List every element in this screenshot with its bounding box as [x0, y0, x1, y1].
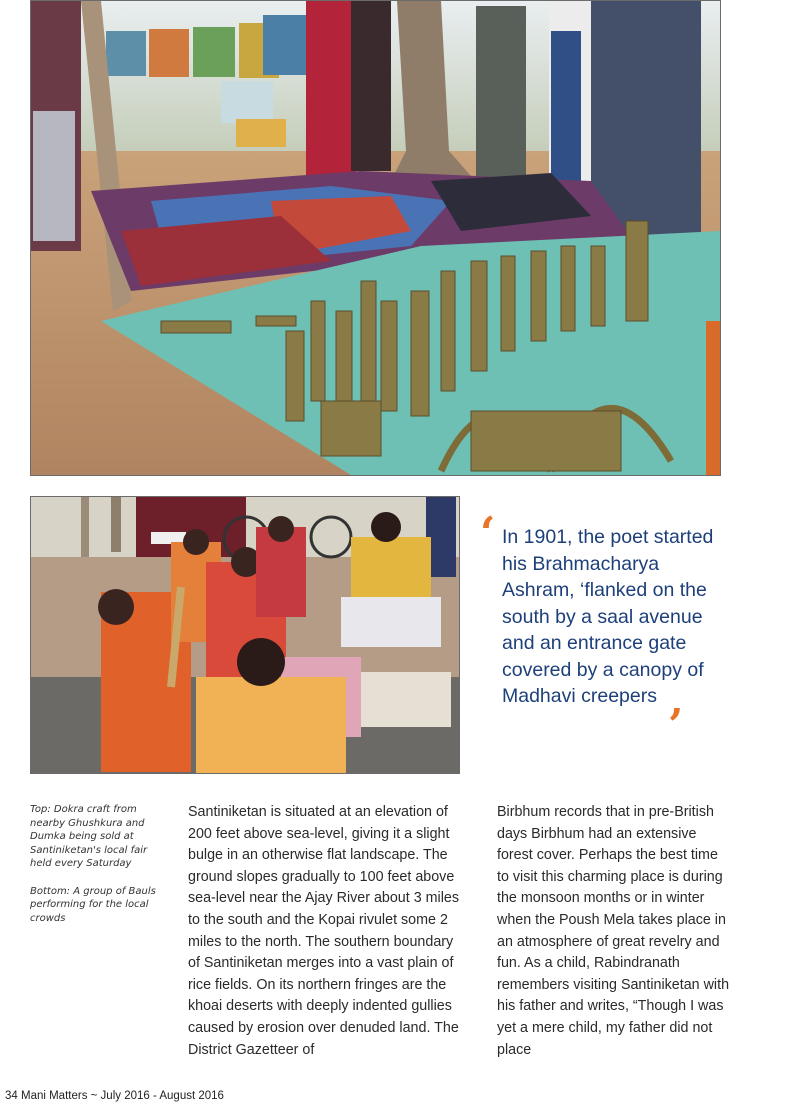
bauls-performing-photo: [31, 497, 459, 773]
quote-close-icon: ’: [668, 700, 684, 751]
quote-open-icon: ‘: [480, 508, 496, 559]
top-photo-dokra-fair: [30, 0, 721, 476]
page-footer: 34 Mani Matters ~ July 2016 - August 2016: [5, 1090, 224, 1102]
body-column-right: [497, 802, 733, 1061]
photo-captions: [30, 803, 158, 939]
bottom-photo-bauls: [30, 496, 460, 774]
caption-top: Top: Dokra craft from nearby Ghushkura and Dumka being sold at Santiniketan's local fair held every Saturday: [30, 804, 148, 869]
body-column-left: [188, 802, 460, 1061]
body-text-right: Birbhum records that in pre-British days Birbhum had an extensive forest cover. Perhaps the best time to visit this charming place is during the monsoon months or in winter when the Poush Mela takes place in an atmosphere of great revelry and fun. As a child, Rabindranath remembers visiting Santiniketan with his father and writes, “Though I was yet a mere child, my father did not place: [497, 804, 730, 1058]
caption-bottom: Bottom: A group of Bauls performing for the local crowds: [30, 885, 156, 924]
dokra-craft-fair-photo: [31, 1, 720, 475]
pull-quote-text: In 1901, the poet started his Brahmacharya Ashram, ‘flanked on the south by a saal avenue and an entrance gate covered by a canopy of Madhavi creepers: [502, 526, 714, 707]
body-text-left: Santiniketan is situated at an elevation of 200 feet above sea-level, giving it a slight bulge in an otherwise flat landscape. The ground slopes gradually to 100 feet above sea-level near the Ajay River about 3 miles to the south and the Kopai rivulet some 2 miles to the north. The southern boundary of Santiniketan merges into a vast plain of rice fields. On its northern fringes are the khoai deserts with deeply indented gullies caused by erosion over denuded land. The District Gazetteer of: [188, 804, 459, 1058]
